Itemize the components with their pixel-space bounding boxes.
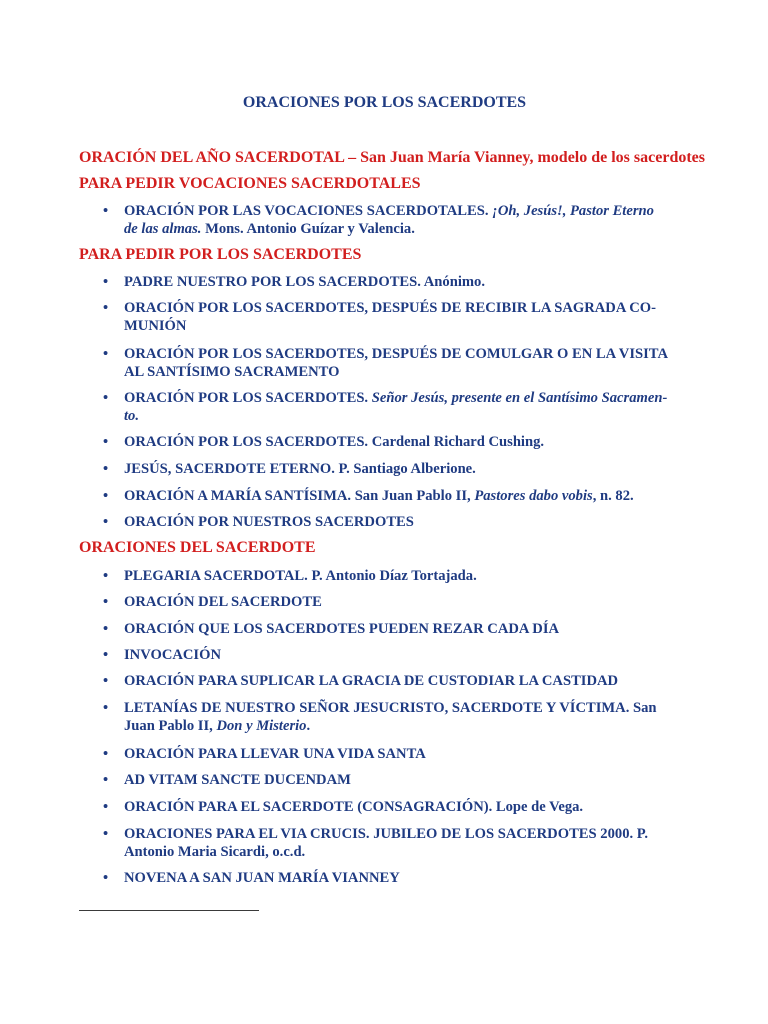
list-item-invocacion[interactable] (124, 646, 690, 664)
list-item-ad-vitam[interactable] (124, 771, 690, 789)
list-item-oracion-del-sacerdote[interactable] (124, 593, 690, 611)
list-item-despues-de-recibir[interactable] (124, 299, 690, 335)
list-item-novena[interactable] (124, 869, 690, 887)
link-oracion-ano-sacerdotal[interactable]: ORACIÓN DEL AÑO SACERDOTAL – San Juan María Vianney, modelo de los sacerdotes (79, 149, 705, 166)
list-item-lope-de-vega[interactable] (124, 798, 690, 816)
list-item-text: MUNIÓN (124, 318, 187, 334)
list-item-text: ORACIÓN QUE LOS SACERDOTES PUEDEN REZAR CADA DÍA (124, 621, 560, 637)
list-item-text: . (306, 718, 311, 734)
list-item-italic: Don y Misterio (216, 718, 307, 734)
list-item-author: Mons. Antonio Guízar y Valencia. (205, 221, 415, 237)
list-item-text: ORACIÓN POR LOS SACERDOTES. Cardenal Richard Cushing. (124, 434, 545, 450)
list-item-castidad[interactable] (124, 672, 690, 690)
list-item-despues-de-comulgar[interactable] (124, 345, 690, 381)
list-item-text: ORACIÓN POR NUESTROS SACERDOTES (124, 514, 414, 530)
list-item-text: INVOCACIÓN (124, 647, 222, 663)
footnote-separator (79, 910, 259, 911)
list-item-vocaciones-sacerdotales[interactable] (124, 202, 690, 238)
list-item-italic: to. (124, 408, 139, 424)
list-item-senor-jesus[interactable] (124, 389, 690, 425)
list-item-italic: de las almas. (124, 221, 202, 237)
list-item-nuestros-sacerdotes[interactable] (124, 513, 690, 531)
list-item-italic: Señor Jesús, presente en el Santísimo Sacramen- (371, 390, 668, 406)
list-item-text: ORACIÓN PARA SUPLICAR LA GRACIA DE CUSTODIAR LA CASTIDAD (124, 673, 619, 689)
list-item-via-crucis[interactable] (124, 825, 690, 861)
list-item-text: ORACIÓN POR LOS SACERDOTES, DESPUÉS DE RECIBIR LA SAGRADA CO- (124, 300, 656, 316)
list-item-text: PADRE NUESTRO POR LOS SACERDOTES. Anónimo. (124, 274, 485, 290)
list-item-text: ORACIONES PARA EL VIA CRUCIS. JUBILEO DE LOS SACERDOTES 2000. P. (124, 826, 649, 842)
list-item-plegaria-sacerdotal[interactable] (124, 567, 690, 585)
list-item-text: Juan Pablo II, (124, 718, 213, 734)
list-item-rezar-cada-dia[interactable] (124, 620, 690, 638)
list-item-italic: ¡Oh, Jesús!, Pastor Eterno (492, 203, 654, 219)
section-heading-vocaciones[interactable]: PARA PEDIR VOCACIONES SACERDOTALES (79, 175, 421, 192)
page-title: ORACIONES POR LOS SACERDOTES (242, 94, 527, 111)
list-item-padre-nuestro[interactable] (124, 273, 690, 291)
list-item-vida-santa[interactable] (124, 745, 690, 763)
list-item-text: ORACIÓN POR LOS SACERDOTES, DESPUÉS DE COMULGAR O EN LA VISITA (124, 346, 668, 362)
list-item-text: PLEGARIA SACERDOTAL. P. Antonio Díaz Tortajada. (124, 568, 477, 584)
list-item-text: ORACIÓN POR LOS SACERDOTES. (124, 390, 369, 406)
list-item-text: AL SANTÍSIMO SACRAMENTO (124, 364, 340, 380)
list-item-maria-santisima[interactable] (124, 487, 690, 505)
list-item-text: NOVENA A SAN JUAN MARÍA VIANNEY (124, 870, 400, 886)
list-item-text: , n. 82. (592, 488, 634, 504)
list-item-text: ORACIÓN PARA LLEVAR UNA VIDA SANTA (124, 746, 426, 762)
list-item-text: ORACIÓN PARA EL SACERDOTE (CONSAGRACIÓN). Lope de Vega. (124, 799, 584, 815)
list-item-text: JESÚS, SACERDOTE ETERNO. P. Santiago Alberione. (124, 461, 476, 477)
list-item-text: ORACIÓN DEL SACERDOTE (124, 594, 322, 610)
list-item-text: AD VITAM SANCTE DUCENDAM (124, 772, 351, 788)
list-item-text: ORACIÓN POR LAS VOCACIONES SACERDOTALES. (124, 203, 489, 219)
list-item-text: LETANÍAS DE NUESTRO SEÑOR JESUCRISTO, SACERDOTE Y VÍCTIMA. San (124, 700, 657, 716)
list-item-text: Antonio Maria Sicardi, o.c.d. (124, 844, 306, 860)
list-item-text: ORACIÓN A MARÍA SANTÍSIMA. San Juan Pablo II, (124, 488, 471, 504)
section-heading-oraciones-del-sacerdote[interactable]: ORACIONES DEL SACERDOTE (79, 539, 316, 556)
list-item-italic: Pastores dabo vobis (474, 488, 593, 504)
section-heading-por-los-sacerdotes[interactable]: PARA PEDIR POR LOS SACERDOTES (79, 246, 362, 263)
list-item-sacerdote-eterno[interactable] (124, 460, 690, 478)
list-item-letanias[interactable] (124, 699, 690, 735)
list-item-cushing[interactable] (124, 433, 690, 451)
